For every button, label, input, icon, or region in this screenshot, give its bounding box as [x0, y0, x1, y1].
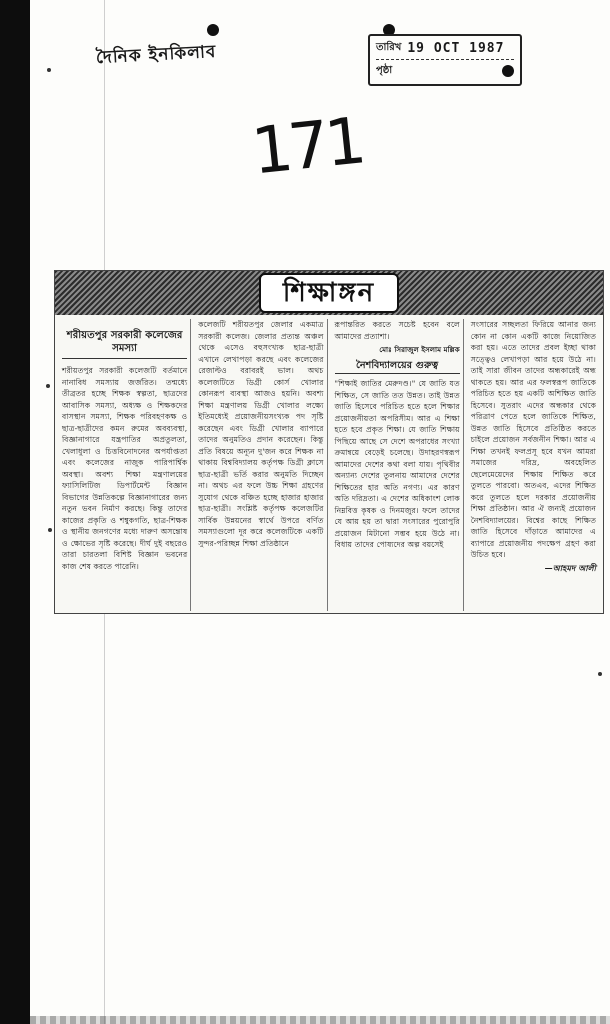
article1-byline: মোঃ সিরাজুল ইসলাম মল্লিক: [379, 345, 460, 354]
article2-author: —আহমদ আলী: [544, 562, 596, 573]
newspaper-name: দৈনিক ইনকিলাব: [95, 41, 217, 69]
ink-blot: [502, 65, 514, 77]
article2-body-part2: সংসারের সচ্ছলতা ফিরিয়ে আনার জন্য কোন না কোন একটি কাজে নিয়োজিত করা হয়। এতে তাদের প্রবল ইচ্ছা থাকা সত্ত্বেও লেখাপড়া আর হয়ে উঠে না। তাই সারা জীবন তাদের অন্ধকারেই অন্ধ থাকতে হয়। আর এর ফলস্বরূপ জাতিকে পরিচিত হতে হয় একটি অশিক্ষিত জাতি হিসেবে। সুতরাং এদের অন্ধকার থেকে পরিত্রাণ পেতে হলে জাতিকে শিক্ষিত, উন্নত জাতি হিসেবে প্রতিষ্ঠিত করতে চাইলে প্রয়োজন সর্বজনীন শিক্ষা। আর এ শিক্ষা তখনই ফলপ্রসূ হবে যখন আমরা সমাজের দরিদ্র, অবহেলিত ছেলেমেয়েদের শিক্ষায় শিক্ষিত করে তুলতে পারবো। অতএব, এদের শিক্ষিত করে তুলতে হলে দরকার প্রয়োজনীয় শিক্ষা প্রতিষ্ঠান। আর ঐ জন্যই প্রয়োজন নৈশবিদ্যালয়ের। বিশ্বের কাছে শিক্ষিত জাতি হিসেবে দাঁড়াতে আমাদের এ ব্যাপারে প্রয়োজনীয় পদক্ষেপ গ্রহণ করা উচিত হবে।: [470, 320, 596, 559]
page-label: পৃষ্ঠা: [376, 64, 393, 76]
scan-speck: [598, 672, 602, 676]
article1-body-part2: কলেজটি শরীয়তপুর জেলার একমাত্র সরকারী কলেজ। জেলার প্রত্যন্ত অঞ্চল থেকে এসেও বহুসংখ্যক ছাত্র-ছাত্রী এখানে লেখাপড়া করছে এবং কলেজের রেজাল্টও বরাবরই ভাল। অথচ কলেজটিতে ডিগ্রী কোর্স খোলার কোনরূপ ব্যবস্থা আজও হয়নি। অবশ্য শিক্ষা মন্ত্রণালয় ডিগ্রী খোলার লক্ষ্যে ইতিমধ্যেই প্রয়োজনীয়সংখ্যক পদ সৃষ্টি করেছেন এবং ডিগ্রী খোলার ব্যাপারে তাদের অনুমতিও প্রদান করেছেন। কিন্তু প্রতি বিষয়ে অন্যূন দু'জন করে শিক্ষক না থাকায় বিশ্ববিদ্যালয় কর্তৃপক্ষ ডিগ্রী ক্লাসে ছাত্র-ছাত্রী ভর্তি করার অনুমতি দিচ্ছেন না। অথচ এর ফলে উচ্চ শিক্ষা গ্রহণের সুযোগ থেকে বঞ্চিত হচ্ছে হাজার হাজার ছাত্র-ছাত্রী। সংশ্লিষ্ট কর্তৃপক্ষ কলেজটির সার্বিক উন্নয়নের স্বার্থে উপরে বর্ণিত সমস্যাগুলো দূর করে কলেজটিকে একটি সুন্দর-পরিচ্ছন্ন শিক্ষা প্রতিষ্ঠানে: [198, 320, 324, 548]
scan-left-border: [0, 0, 30, 1024]
scan-bottom-edge: [30, 1016, 610, 1024]
column-4: [468, 319, 599, 611]
article2-title: নৈশবিদ্যালয়ের গুরুত্ব: [335, 360, 460, 375]
column-2: [195, 319, 327, 611]
article2-body-part1: "শিক্ষাই জাতির মেরুদণ্ড।" যে জাতি যত শিক্ষিত, সে জাতি তত উন্নত। তাই উন্নত জাতি হিসেবে পরিচিত হতে হলে শিক্ষার প্রয়োজনীয়তা অপরিসীম। আর এ শিক্ষা হতে হবে প্রকৃত শিক্ষা। যে জাতি শিক্ষায় পিছিয়ে আছে সে দেশে অপরাধের সংখ্যা ক্রমান্বয়ে বেড়েই চলেছে। উদাহরণস্বরূপ আমাদের দেশের কথা বলা যায়। পৃথিবীর অন্যান্য দেশের তুলনায় আমাদের দেশের শিক্ষিতের হার অতি নগণ্য। এর কারণ অতি দরিদ্রতা। এ দেশের অধিকাংশ লোক নিম্নবিত্ত কৃষক ও দিনমজুর। ফলে তাদের যে আয় হয় তা দ্বারা সংসারের পুরোপুরি প্রয়োজন মিটানো সম্ভব হয়ে উঠে না। বিধায় তাদের পোষ্যদের অল্প বয়সেই: [334, 379, 460, 549]
date-stamp-date-row: [376, 38, 514, 60]
date-label: তারিখ: [376, 42, 402, 53]
article1-title: শরীয়তপুর সরকারী কলেজের সমস্যা: [62, 329, 187, 359]
scan-speck: [46, 384, 50, 388]
column-1: [59, 319, 191, 611]
column-3: [332, 319, 464, 611]
section-banner: [55, 271, 603, 315]
article1-body-part1: শরীয়তপুর সরকারী কলেজটি বর্তমানে নানাবিধ সমস্যায় জর্জরিত। তন্মধ্যে তীব্রতর হচ্ছে শিক্ষক স্বল্পতা, ছাত্রদের আবাসিক সমস্যা, অধ্যক্ষ ও শিক্ষকদের বাসস্থান সমস্যা, শিক্ষক পরিবহণকক্ষ ও ছাত্র-ছাত্রীদের কমন রুমের অবব্যবস্থা, বিজ্ঞানাগারে যন্ত্রপাতির অপ্রতুলতা, খেলাধুলা ও চিত্তবিনোদনের অপর্যাপ্ততা এবং কলেজের নাজুক পারিপার্শ্বিক অবস্থা। অবশ্য শিক্ষা মন্ত্রণালয়ের ফ্যাসিলিটিজ ডিপার্টমেন্ট বিজ্ঞান বিভাগের উন্নতিকল্পে বিজ্ঞানাগারের জন্য নতুন ভবন নির্মাণ করছে। কিন্তু তাদের কাজের প্রকৃতি ও শম্বুকগতি, ছাত্র-শিক্ষক ও স্থানীয় জনগণের মধ্যে দারুণ অসন্তোষ ও ক্ষোভের সৃষ্টি করেছে। দীর্ঘ দুই বছরেও তারা চারতলা বিশিষ্ট বিজ্ঞান ভবনের কাজ শেষ করতে পারেনি।: [62, 366, 188, 571]
article1-body-part3: রূপান্তরিত করতে সচেষ্ট হবেন বলে আমাদের প্রত্যাশা।: [334, 320, 460, 341]
date-stamp: [368, 34, 522, 86]
section-title: শিক্ষাঙ্গন: [259, 273, 399, 313]
scan-speck: [48, 528, 52, 532]
punch-hole: [207, 24, 219, 36]
date-value: 19 OCT 1987: [407, 41, 505, 56]
date-stamp-page-row: [376, 60, 514, 82]
handwritten-page-number: 171: [248, 104, 366, 190]
scan-speck: [47, 68, 51, 72]
newspaper-clipping: [54, 270, 604, 614]
article-columns: [59, 319, 599, 611]
